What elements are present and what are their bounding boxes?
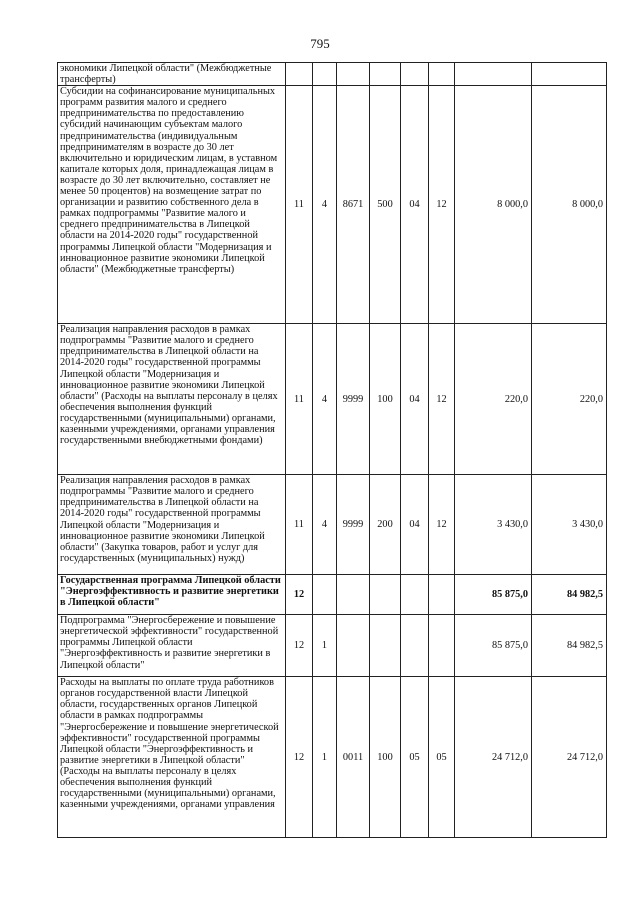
code-subprogram: 1 <box>313 677 337 838</box>
code-chapter: 11 <box>286 475 313 575</box>
code-direction: 8671 <box>337 86 370 324</box>
amount-second-year <box>532 63 607 86</box>
code-subsection <box>429 615 455 677</box>
code-subprogram: 4 <box>313 475 337 575</box>
amount-first-year: 220,0 <box>455 324 532 475</box>
code-expense-type: 500 <box>370 86 401 324</box>
table-row <box>58 615 607 677</box>
code-section <box>401 63 429 86</box>
code-chapter <box>286 63 313 86</box>
row-description: Подпрограмма "Энергосбережение и повышение энергетической эффективности" государственной программы Липецкой области "Энергоэффективность и развитие энергетики в Липецкой области" <box>58 615 286 677</box>
table-row <box>58 324 607 475</box>
amount-first-year: 3 430,0 <box>455 475 532 575</box>
code-subprogram <box>313 575 337 615</box>
code-direction <box>337 615 370 677</box>
code-section: 04 <box>401 475 429 575</box>
budget-table-body <box>58 63 607 838</box>
code-expense-type <box>370 615 401 677</box>
code-subprogram: 1 <box>313 615 337 677</box>
code-subsection: 05 <box>429 677 455 838</box>
code-direction: 0011 <box>337 677 370 838</box>
code-section <box>401 615 429 677</box>
budget-table <box>57 62 607 838</box>
amount-first-year <box>455 63 532 86</box>
code-direction <box>337 575 370 615</box>
row-description: Реализация направления расходов в рамках подпрограммы "Развитие малого и среднего предпринимательства в Липецкой области на 2014-2020 годы" государственной программы Липецкой области "Модернизация и инновационное развитие экономики Липецкой области" (Закупка товаров, работ и услуг для государственных (муниципальных) нужд) <box>58 475 286 575</box>
code-chapter: 11 <box>286 324 313 475</box>
code-chapter: 12 <box>286 615 313 677</box>
table-row <box>58 63 607 86</box>
code-subprogram: 4 <box>313 324 337 475</box>
amount-second-year: 220,0 <box>532 324 607 475</box>
code-section: 04 <box>401 86 429 324</box>
code-section <box>401 575 429 615</box>
code-expense-type <box>370 63 401 86</box>
code-subsection <box>429 575 455 615</box>
amount-second-year: 84 982,5 <box>532 615 607 677</box>
code-direction: 9999 <box>337 324 370 475</box>
code-subsection: 12 <box>429 475 455 575</box>
row-description: Расходы на выплаты по оплате труда работников органов государственной власти Липецкой области, государственных органов Липецкой области в рамках подпрограммы "Энергосбережение и повышение энергетической эффективности" государственной программы Липецкой области "Энергоэффективность и развитие энергетики в Липецкой области" (Расходы на выплаты персоналу в целях обеспечения выполнения функций государственными (муниципальными) органами, казенными учреждениями, органами управления <box>58 677 286 838</box>
amount-first-year: 85 875,0 <box>455 615 532 677</box>
code-chapter: 11 <box>286 86 313 324</box>
code-direction: 9999 <box>337 475 370 575</box>
amount-first-year: 85 875,0 <box>455 575 532 615</box>
amount-second-year: 24 712,0 <box>532 677 607 838</box>
code-subsection: 12 <box>429 86 455 324</box>
code-expense-type <box>370 575 401 615</box>
table-row <box>58 475 607 575</box>
code-subprogram: 4 <box>313 86 337 324</box>
amount-second-year: 3 430,0 <box>532 475 607 575</box>
code-subprogram <box>313 63 337 86</box>
table-row <box>58 575 607 615</box>
code-chapter: 12 <box>286 677 313 838</box>
page-number: 795 <box>310 36 330 51</box>
row-description: экономики Липецкой области" (Межбюджетные трансферты) <box>58 63 286 86</box>
code-subsection: 12 <box>429 324 455 475</box>
code-direction <box>337 63 370 86</box>
code-expense-type: 100 <box>370 324 401 475</box>
row-description: Субсидии на софинансирование муниципальных программ развития малого и среднего предпринимательства по предоставлению субсидий начинающим субъектам малого предпринимательства (индивидуальным предпринимателям в возрасте до 30 лет включительно и юридическим лицам, в уставном капитале которых доля, принадлежащая лицам в возрасте до 30 лет включительно, составляет не менее 50 процентов) на возмещение затрат по организации и развитию собственного дела в рамках подпрограммы "Развитие малого и среднего предпринимательства в Липецкой области на 2014-2020 годы" государственной программы Липецкой области "Модернизация и инновационное развитие экономики Липецкой области" (Межбюджетные трансферты) <box>58 86 286 324</box>
row-description: Государственная программа Липецкой области "Энергоэффективность и развитие энергетики в Липецкой области" <box>58 575 286 615</box>
table-row <box>58 677 607 838</box>
table-row <box>58 86 607 324</box>
code-chapter: 12 <box>286 575 313 615</box>
code-expense-type: 200 <box>370 475 401 575</box>
amount-second-year: 8 000,0 <box>532 86 607 324</box>
amount-second-year: 84 982,5 <box>532 575 607 615</box>
row-description: Реализация направления расходов в рамках подпрограммы "Развитие малого и среднего предпринимательства в Липецкой области на 2014-2020 годы" государственной программы Липецкой области "Модернизация и инновационное развитие экономики Липецкой области" (Расходы на выплаты персоналу в целях обеспечения выполнения функций государственными (муниципальными) органами, казенными учреждениями, органами управления государственными внебюджетными фондами) <box>58 324 286 475</box>
code-expense-type: 100 <box>370 677 401 838</box>
amount-first-year: 8 000,0 <box>455 86 532 324</box>
code-section: 04 <box>401 324 429 475</box>
code-section: 05 <box>401 677 429 838</box>
amount-first-year: 24 712,0 <box>455 677 532 838</box>
code-subsection <box>429 63 455 86</box>
